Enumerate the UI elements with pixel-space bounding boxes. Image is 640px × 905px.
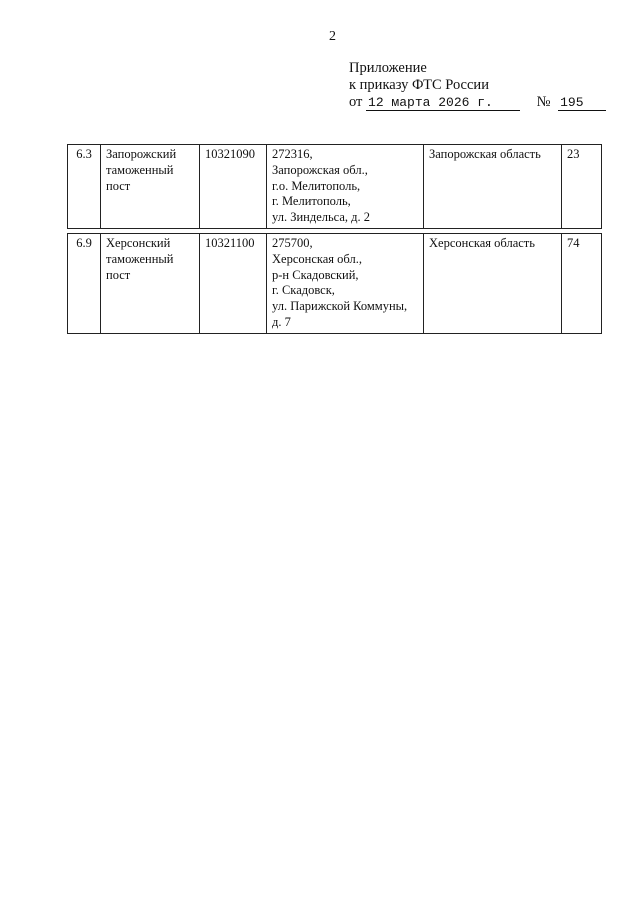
post-name-line: Херсонский <box>106 236 171 250</box>
number-sign: № <box>536 94 551 110</box>
address-line: Херсонская обл., <box>272 251 362 266</box>
appendix-order-ref: к приказу ФТС России <box>349 77 489 93</box>
post-name-line: таможенный <box>106 251 174 266</box>
customs-post-table-2 <box>67 233 602 334</box>
post-name-line: пост <box>106 178 131 193</box>
post-name <box>101 145 200 229</box>
table-row <box>68 145 602 229</box>
address-line: Запорожская обл., <box>272 162 368 177</box>
region: Херсонская область <box>424 234 562 334</box>
appendix-title: Приложение <box>349 60 427 76</box>
address-line: р-н Скадовский, <box>272 267 359 282</box>
from-label: от <box>349 94 363 110</box>
table-row <box>68 234 602 334</box>
region-code: 74 <box>562 234 602 334</box>
row-number: 6.3 <box>68 145 101 229</box>
address-line: д. 7 <box>272 314 291 329</box>
post-name-line: Запорожский <box>106 147 177 161</box>
customs-post-table-1 <box>67 144 602 229</box>
address-line: ул. Парижской Коммуны, <box>272 299 408 314</box>
post-name-line: таможенный <box>106 162 174 177</box>
region-code: 23 <box>562 145 602 229</box>
post-name-line: пост <box>106 267 131 282</box>
address-line: 272316, <box>272 147 313 161</box>
region: Запорожская область <box>424 145 562 229</box>
address-line: г. Мелитополь, <box>272 194 351 209</box>
post-address <box>267 145 424 229</box>
order-number: 195 <box>558 95 606 111</box>
post-name <box>101 234 200 334</box>
order-date: 12 марта 2026 г. <box>366 95 520 111</box>
appendix-header <box>349 60 606 111</box>
post-code: 10321090 <box>200 145 267 229</box>
page-number: 2 <box>329 29 336 44</box>
address-line: г.о. Мелитополь, <box>272 178 361 193</box>
address-line: г. Скадовск, <box>272 283 335 298</box>
post-code: 10321100 <box>200 234 267 334</box>
post-address <box>267 234 424 334</box>
row-number: 6.9 <box>68 234 101 334</box>
appendix-date-line <box>349 94 606 111</box>
address-line: ул. Зиндельса, д. 2 <box>272 210 371 225</box>
address-line: 275700, <box>272 236 313 250</box>
